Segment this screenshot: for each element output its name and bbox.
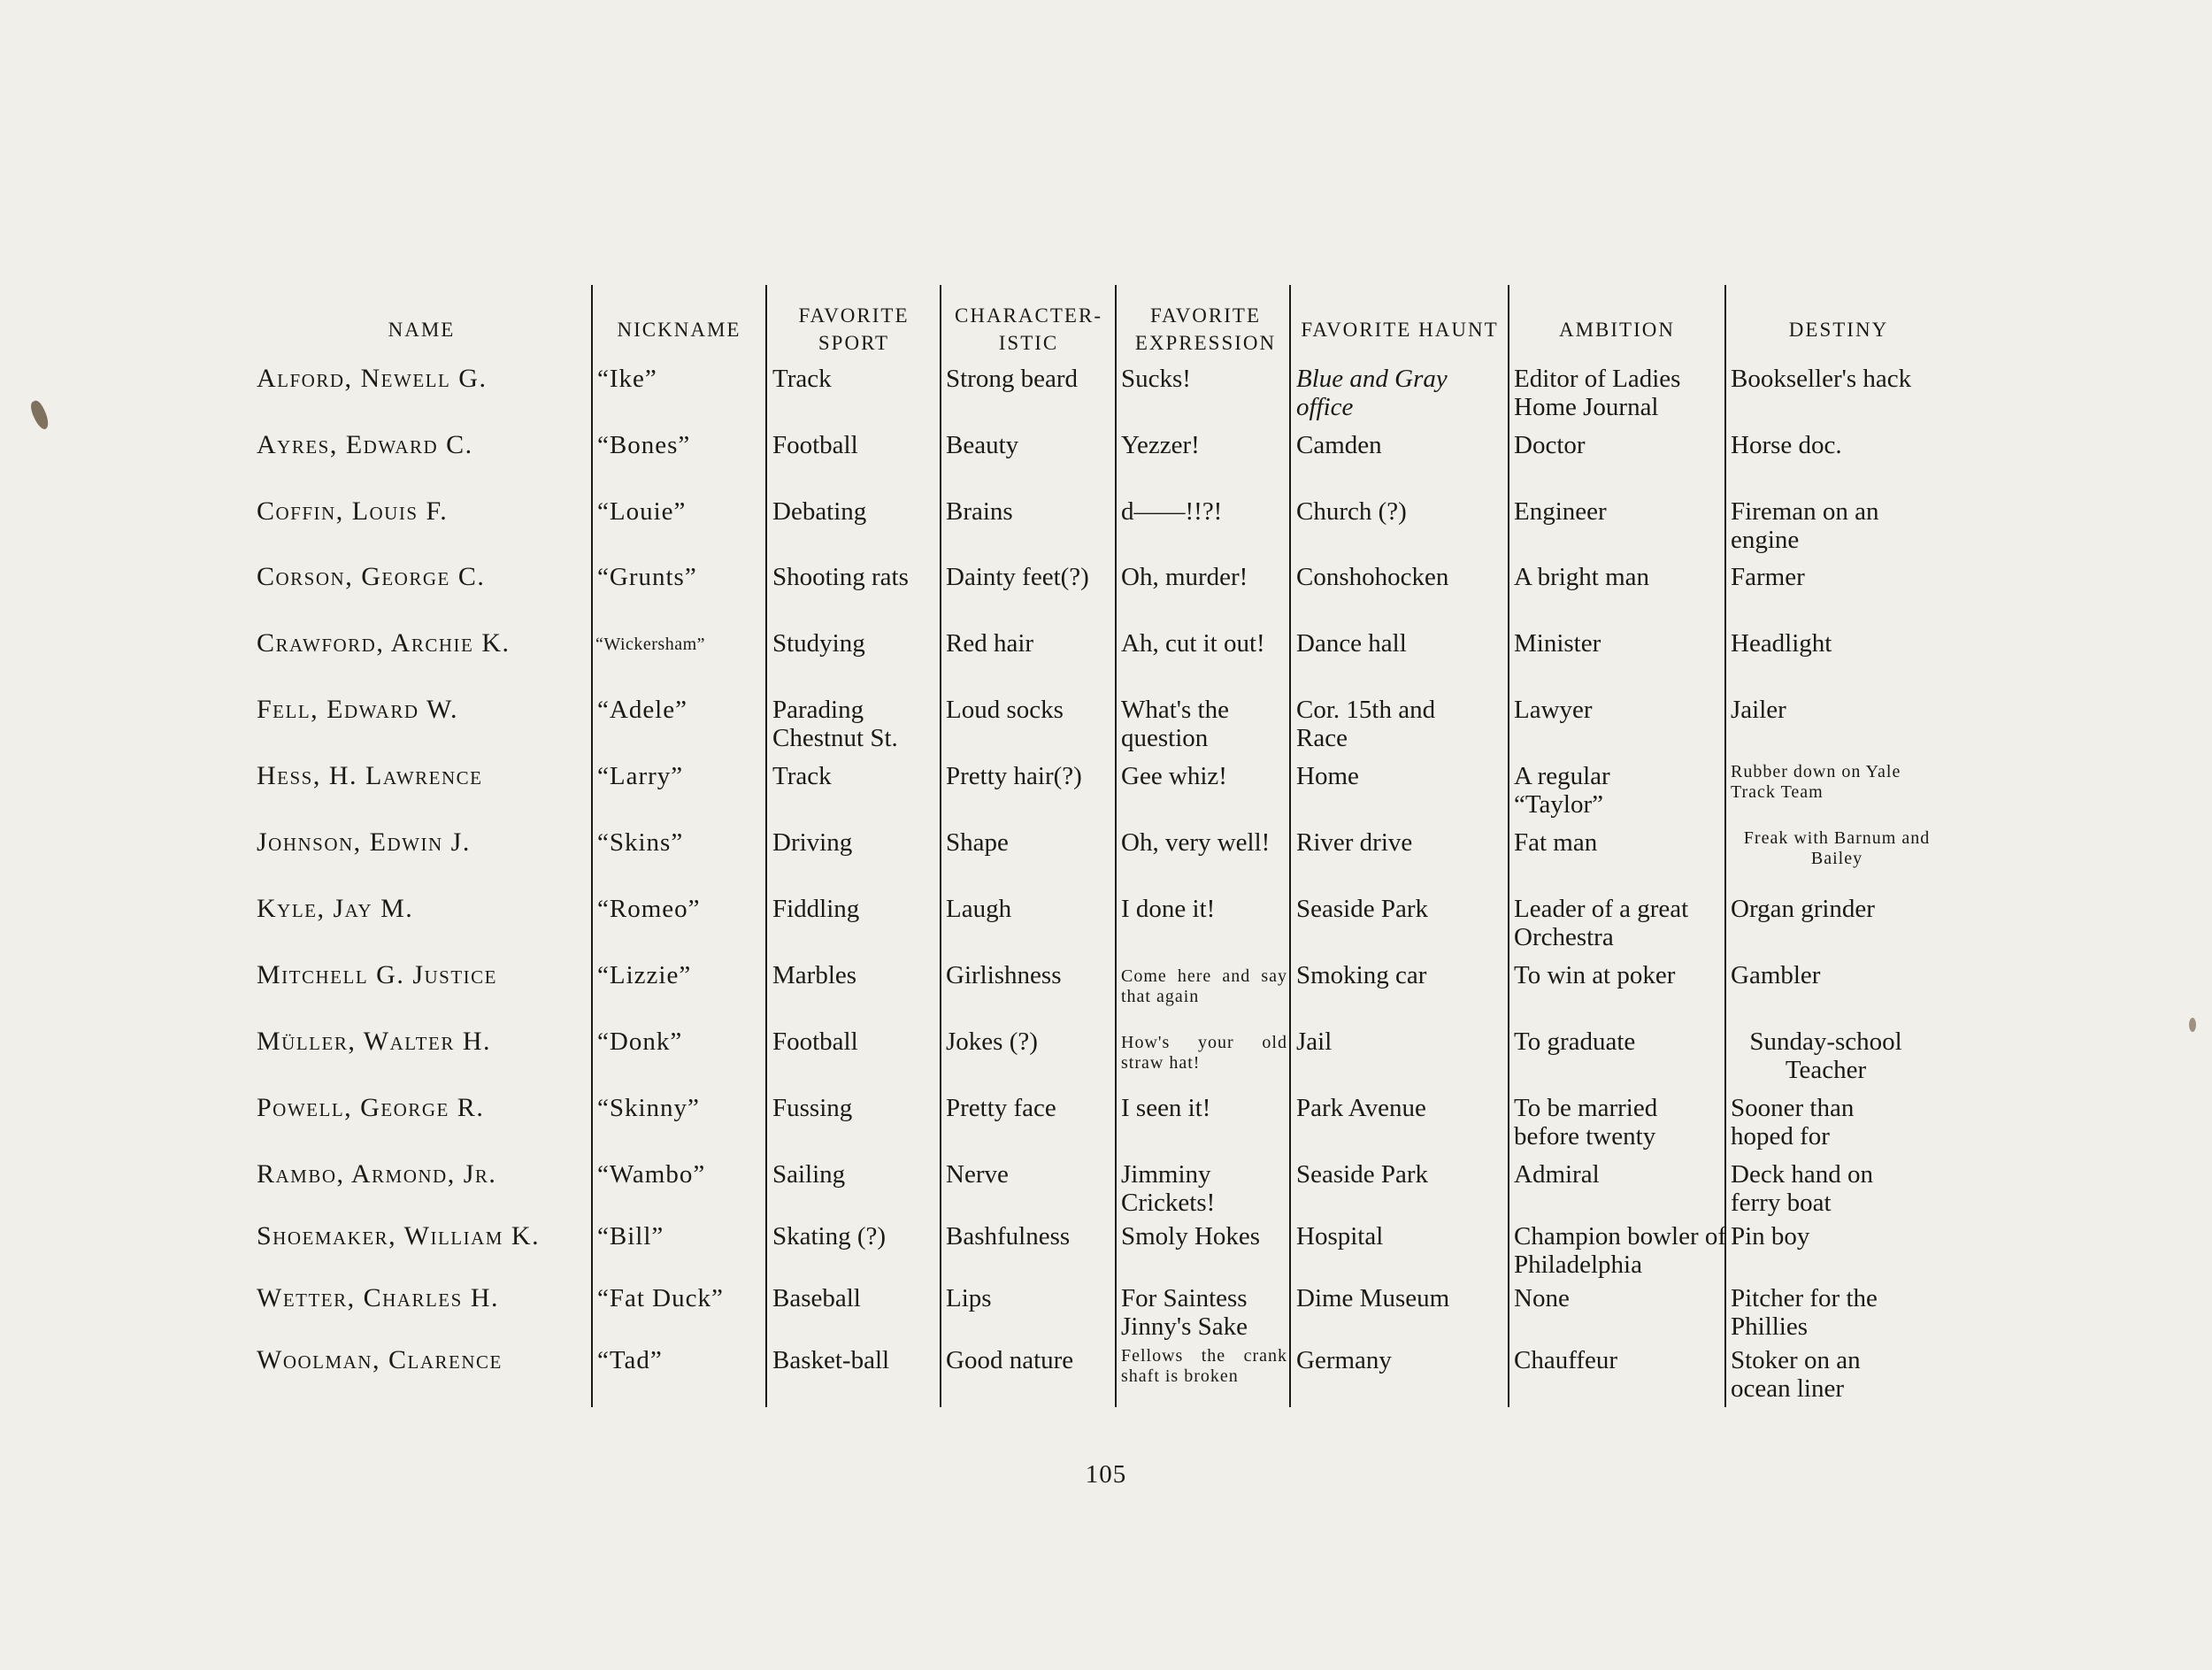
sport-cell: Marbles bbox=[772, 961, 857, 989]
name-cell: Corson, George C. bbox=[257, 562, 486, 591]
haunt-cell: Park Avenue bbox=[1296, 1094, 1426, 1122]
nickname-cell: “Bill” bbox=[597, 1222, 664, 1251]
expression-cell: Gee whiz! bbox=[1121, 762, 1227, 790]
nickname-cell: “Lizzie” bbox=[597, 961, 692, 989]
haunt-cell: Conshohocken bbox=[1296, 563, 1449, 591]
nickname-cell: “Bones” bbox=[597, 431, 691, 459]
sport-cell: Studying bbox=[772, 629, 865, 658]
expression-cell: For Saintess Jinny's Sake bbox=[1121, 1284, 1248, 1341]
nickname-cell: “Wambo” bbox=[597, 1160, 706, 1189]
header-name: NAME bbox=[388, 318, 456, 341]
column-divider bbox=[591, 285, 593, 1407]
name-cell: Johnson, Edwin J. bbox=[257, 827, 471, 857]
haunt-cell: Seaside Park bbox=[1296, 1160, 1428, 1189]
haunt-cell: Seaside Park bbox=[1296, 895, 1428, 923]
paper-speck bbox=[27, 399, 51, 432]
nickname-cell: “Romeo” bbox=[597, 895, 701, 923]
haunt-cell: River drive bbox=[1296, 828, 1413, 857]
ambition-cell: Chauffeur bbox=[1514, 1346, 1618, 1374]
destiny-cell: Pitcher for the Phillies bbox=[1731, 1284, 1878, 1341]
ambition-cell: Champion bowler of Philadelphia bbox=[1514, 1222, 1727, 1279]
column-divider bbox=[1289, 285, 1291, 1407]
sport-cell: Debating bbox=[772, 497, 867, 526]
nickname-cell: “Wickersham” bbox=[595, 635, 706, 654]
ambition-cell: Engineer bbox=[1514, 497, 1607, 526]
name-cell: Rambo, Armond, Jr. bbox=[257, 1159, 497, 1189]
column-divider bbox=[765, 285, 767, 1407]
name-cell: Woolman, Clarence bbox=[257, 1345, 503, 1374]
nickname-cell: “Larry” bbox=[597, 762, 684, 790]
name-cell: Coffin, Louis F. bbox=[257, 496, 449, 526]
ambition-cell: Lawyer bbox=[1514, 696, 1593, 724]
name-cell: Alford, Newell G. bbox=[257, 364, 488, 393]
characteristic-cell: Red hair bbox=[946, 629, 1034, 658]
characteristic-cell: Laugh bbox=[946, 895, 1012, 923]
sport-cell: Football bbox=[772, 1027, 858, 1056]
ambition-cell: To win at poker bbox=[1514, 961, 1676, 989]
sport-cell: Track bbox=[772, 762, 832, 790]
ambition-cell: Doctor bbox=[1514, 431, 1586, 459]
expression-cell: Smoly Hokes bbox=[1121, 1222, 1261, 1251]
destiny-cell: Organ grinder bbox=[1731, 895, 1875, 923]
characteristic-cell: Beauty bbox=[946, 431, 1019, 459]
sport-cell: Parading Chestnut St. bbox=[772, 696, 898, 752]
destiny-cell: Gambler bbox=[1731, 961, 1821, 989]
expression-cell: Oh, very well! bbox=[1121, 828, 1271, 857]
characteristic-cell: Good nature bbox=[946, 1346, 1074, 1374]
header-ambition: AMBITION bbox=[1559, 318, 1675, 341]
expression-cell: Yezzer! bbox=[1121, 431, 1200, 459]
header-destiny: DESTINY bbox=[1788, 318, 1889, 341]
sport-cell: Shooting rats bbox=[772, 563, 909, 591]
ambition-cell: Admiral bbox=[1514, 1160, 1600, 1189]
ambition-cell: Minister bbox=[1514, 629, 1601, 658]
header-favorite-expression: FAVORITE EXPRESSION bbox=[1134, 304, 1277, 354]
destiny-cell: Sunday-school Teacher bbox=[1749, 1027, 1902, 1084]
characteristic-cell: Loud socks bbox=[946, 696, 1064, 724]
paper-speck bbox=[2189, 1018, 2196, 1032]
destiny-cell: Bookseller's hack bbox=[1731, 365, 1912, 393]
haunt-cell: Germany bbox=[1296, 1346, 1392, 1374]
destiny-cell: Farmer bbox=[1731, 563, 1805, 591]
characteristic-cell: Brains bbox=[946, 497, 1013, 526]
characteristic-cell: Jokes (?) bbox=[946, 1027, 1038, 1056]
characteristic-cell: Dainty feet(?) bbox=[946, 563, 1089, 591]
header-favorite-haunt: FAVORITE HAUNT bbox=[1301, 318, 1499, 341]
column-divider bbox=[1508, 285, 1509, 1407]
ambition-cell: None bbox=[1514, 1284, 1570, 1312]
expression-cell: I seen it! bbox=[1121, 1094, 1211, 1122]
expression-cell: Jimminy Crickets! bbox=[1121, 1160, 1216, 1217]
expression-cell: I done it! bbox=[1121, 895, 1216, 923]
sport-cell: Basket-ball bbox=[772, 1346, 890, 1374]
haunt-cell: Smoking car bbox=[1296, 961, 1427, 989]
characteristic-cell: Pretty face bbox=[946, 1094, 1056, 1122]
destiny-cell: Deck hand on ferry boat bbox=[1731, 1160, 1874, 1217]
expression-cell: Come here and say that again bbox=[1121, 966, 1287, 1006]
haunt-cell: Hospital bbox=[1296, 1222, 1384, 1251]
characteristic-cell: Strong beard bbox=[946, 365, 1078, 393]
destiny-cell: Jailer bbox=[1731, 696, 1786, 724]
haunt-cell: Cor. 15th and Race bbox=[1296, 696, 1436, 752]
expression-cell: What's the question bbox=[1121, 696, 1229, 752]
nickname-cell: “Donk” bbox=[597, 1027, 683, 1056]
name-cell: Shoemaker, William K. bbox=[257, 1221, 541, 1251]
nickname-cell: “Grunts” bbox=[597, 563, 697, 591]
characteristic-cell: Shape bbox=[946, 828, 1009, 857]
nickname-cell: “Ike” bbox=[597, 365, 657, 393]
ambition-cell: Fat man bbox=[1514, 828, 1598, 857]
haunt-cell: Dance hall bbox=[1296, 629, 1407, 658]
header-characteristic: CHARACTER-ISTIC bbox=[955, 304, 1102, 354]
expression-cell: Oh, murder! bbox=[1121, 563, 1248, 591]
haunt-cell: Church (?) bbox=[1296, 497, 1407, 526]
name-cell: Mitchell G. Justice bbox=[257, 960, 497, 989]
class-table bbox=[252, 285, 1951, 1407]
name-cell: Kyle, Jay M. bbox=[257, 894, 414, 923]
expression-cell: d——!!?! bbox=[1121, 497, 1223, 526]
haunt-cell: Jail bbox=[1296, 1027, 1333, 1056]
column-divider bbox=[940, 285, 941, 1407]
expression-cell: Sucks! bbox=[1121, 365, 1191, 393]
sport-cell: Driving bbox=[772, 828, 853, 857]
sport-cell: Baseball bbox=[772, 1284, 861, 1312]
sport-cell: Fiddling bbox=[772, 895, 860, 923]
nickname-cell: “Tad” bbox=[597, 1346, 663, 1374]
expression-cell: Ah, cut it out! bbox=[1121, 629, 1265, 658]
name-cell: Crawford, Archie K. bbox=[257, 628, 511, 658]
destiny-cell: Sooner than hoped for bbox=[1731, 1094, 1855, 1151]
destiny-cell: Fireman on an engine bbox=[1731, 497, 1879, 554]
haunt-cell: Blue and Gray office bbox=[1296, 365, 1448, 421]
name-cell: Müller, Walter H. bbox=[257, 1027, 491, 1056]
destiny-cell: Pin boy bbox=[1731, 1222, 1810, 1251]
destiny-cell: Rubber down on Yale Track Team bbox=[1731, 762, 1901, 802]
destiny-cell: Freak with Barnum and Bailey bbox=[1743, 828, 1931, 868]
ambition-cell: To graduate bbox=[1514, 1027, 1636, 1056]
column-divider bbox=[1115, 285, 1117, 1407]
expression-cell: Fellows the crank shaft is broken bbox=[1121, 1346, 1287, 1386]
sport-cell: Sailing bbox=[772, 1160, 846, 1189]
ambition-cell: A bright man bbox=[1514, 563, 1650, 591]
sport-cell: Skating (?) bbox=[772, 1222, 887, 1251]
ambition-cell: A regular “Taylor” bbox=[1514, 762, 1610, 819]
ambition-cell: Editor of Ladies Home Journal bbox=[1514, 365, 1681, 421]
sport-cell: Fussing bbox=[772, 1094, 853, 1122]
characteristic-cell: Nerve bbox=[946, 1160, 1009, 1189]
characteristic-cell: Lips bbox=[946, 1284, 992, 1312]
haunt-cell: Dime Museum bbox=[1296, 1284, 1450, 1312]
destiny-cell: Headlight bbox=[1731, 629, 1832, 658]
sport-cell: Football bbox=[772, 431, 858, 459]
name-cell: Hess, H. Lawrence bbox=[257, 761, 483, 790]
name-cell: Wetter, Charles H. bbox=[257, 1283, 499, 1312]
destiny-cell: Horse doc. bbox=[1731, 431, 1842, 459]
header-nickname: NICKNAME bbox=[617, 318, 741, 341]
destiny-cell: Stoker on an ocean liner bbox=[1731, 1346, 1861, 1403]
name-cell: Fell, Edward W. bbox=[257, 695, 459, 724]
name-cell: Powell, George R. bbox=[257, 1093, 485, 1122]
characteristic-cell: Bashfulness bbox=[946, 1222, 1071, 1251]
nickname-cell: “Fat Duck” bbox=[597, 1284, 724, 1312]
expression-cell: How's your old straw hat! bbox=[1121, 1033, 1287, 1073]
characteristic-cell: Pretty hair(?) bbox=[946, 762, 1082, 790]
ambition-cell: To be married before twenty bbox=[1514, 1094, 1658, 1151]
page-number: 105 bbox=[1085, 1460, 1127, 1489]
nickname-cell: “Skins” bbox=[597, 828, 684, 857]
characteristic-cell: Girlishness bbox=[946, 961, 1062, 989]
nickname-cell: “Adele” bbox=[597, 696, 687, 724]
nickname-cell: “Louie” bbox=[597, 497, 687, 526]
haunt-cell: Camden bbox=[1296, 431, 1382, 459]
sport-cell: Track bbox=[772, 365, 832, 393]
haunt-cell: Home bbox=[1296, 762, 1359, 790]
header-favorite-sport: FAVORITE SPORT bbox=[798, 304, 910, 354]
ambition-cell: Leader of a great Orchestra bbox=[1514, 895, 1689, 951]
name-cell: Ayres, Edward C. bbox=[257, 430, 473, 459]
nickname-cell: “Skinny” bbox=[597, 1094, 700, 1122]
